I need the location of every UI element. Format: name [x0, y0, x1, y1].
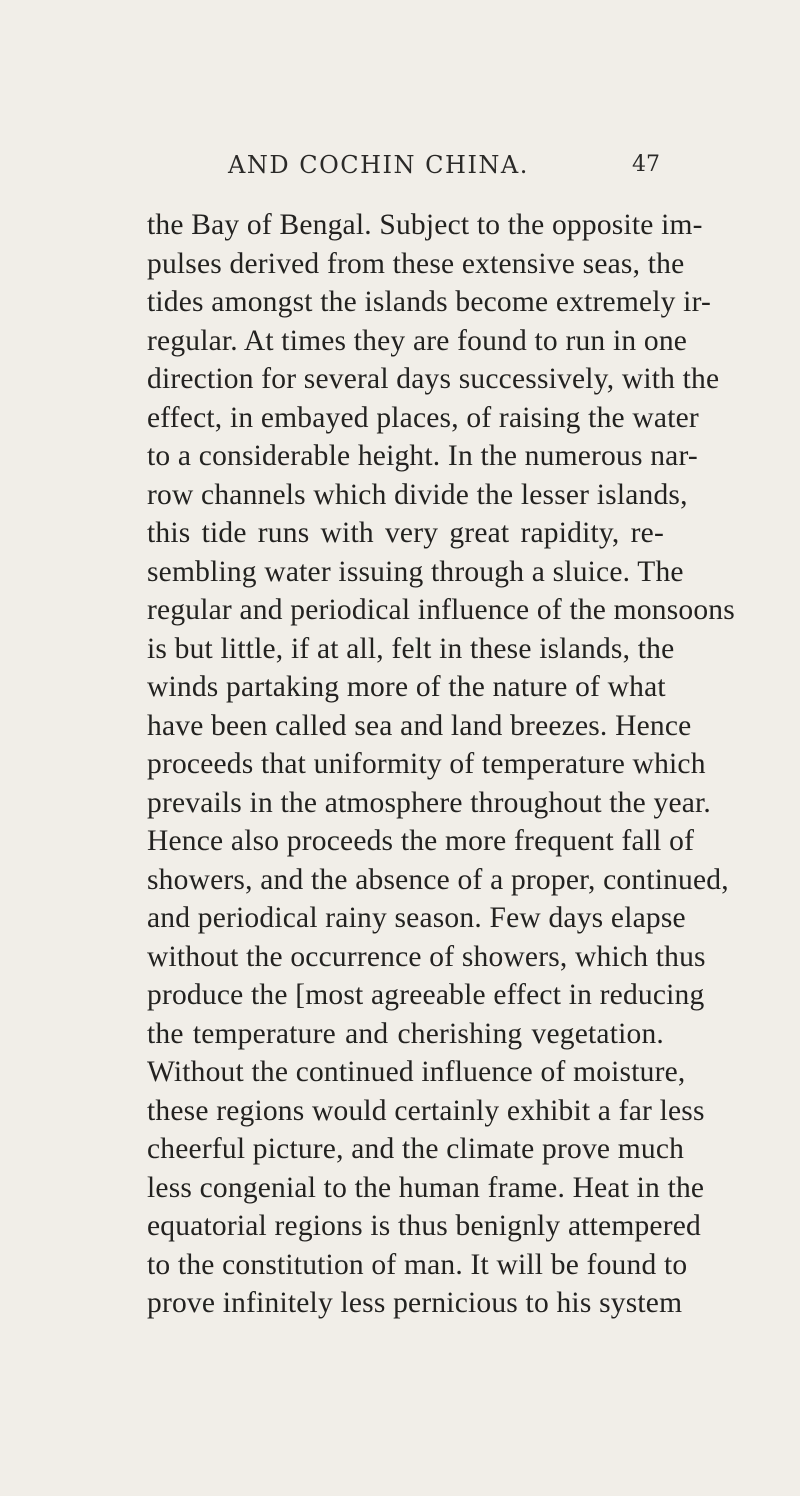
text-line: winds partaking more of the nature of what: [147, 671, 666, 703]
text-line: and periodical rainy season. Few days elapse: [147, 902, 686, 934]
text-line: Without the continued influence of moisture,: [147, 1056, 686, 1088]
text-line: without the occurrence of showers, which thus: [147, 940, 706, 973]
text-line: cheerful picture, and the climate prove much: [147, 1133, 685, 1165]
text-line: proceeds that uniformity of temperature which: [147, 748, 706, 780]
text-line: prove infinitely less pernicious to his system: [147, 1287, 683, 1319]
text-line: equatorial regions is thus benignly attempered: [147, 1210, 701, 1242]
text-line: to the constitution of man. It will be found to: [147, 1248, 688, 1281]
page-number: 47: [632, 152, 660, 177]
text-line: regular and periodical influence of the monsoons: [147, 594, 735, 626]
text-line: the Bay of Bengal. Subject to the opposite im-: [147, 209, 703, 241]
text-line: row channels which divide the lesser islands,: [147, 478, 688, 511]
running-header: [140, 150, 660, 180]
text-line: this tide runs with very great rapidity, re-: [147, 517, 664, 549]
text-line: produce the [most agreeable effect in reducing: [147, 979, 705, 1011]
text-line: pulses derived from these extensive seas, the: [147, 247, 685, 280]
text-line: to a considerable height. In the numerous nar-: [147, 440, 698, 472]
body-text: [147, 206, 735, 1323]
text-line: prevails in the atmosphere throughout the year.: [147, 786, 712, 819]
text-line: sembling water issuing through a sluice. The: [147, 555, 684, 588]
text-line: less congenial to the human frame. Heat in the: [147, 1171, 705, 1204]
running-title: AND COCHIN CHINA.: [228, 151, 529, 179]
text-line: tides amongst the islands become extremely ir-: [147, 286, 712, 318]
text-line: showers, and the absence of a proper, continued,: [147, 863, 729, 896]
text-line: Hence also proceeds the more frequent fall of: [147, 825, 695, 857]
text-line: is but little, if at all, felt in these islands, the: [147, 632, 675, 665]
text-line: regular. At times they are found to run in one: [147, 324, 688, 357]
text-line: these regions would certainly exhibit a far less: [147, 1094, 705, 1127]
text-line: have been called sea and land breezes. Hence: [147, 709, 692, 742]
text-line: the temperature and cherishing vegetation.: [147, 1017, 664, 1050]
text-line: effect, in embayed places, of raising the water: [147, 401, 699, 434]
text-line: direction for several days successively, with the: [147, 363, 720, 395]
